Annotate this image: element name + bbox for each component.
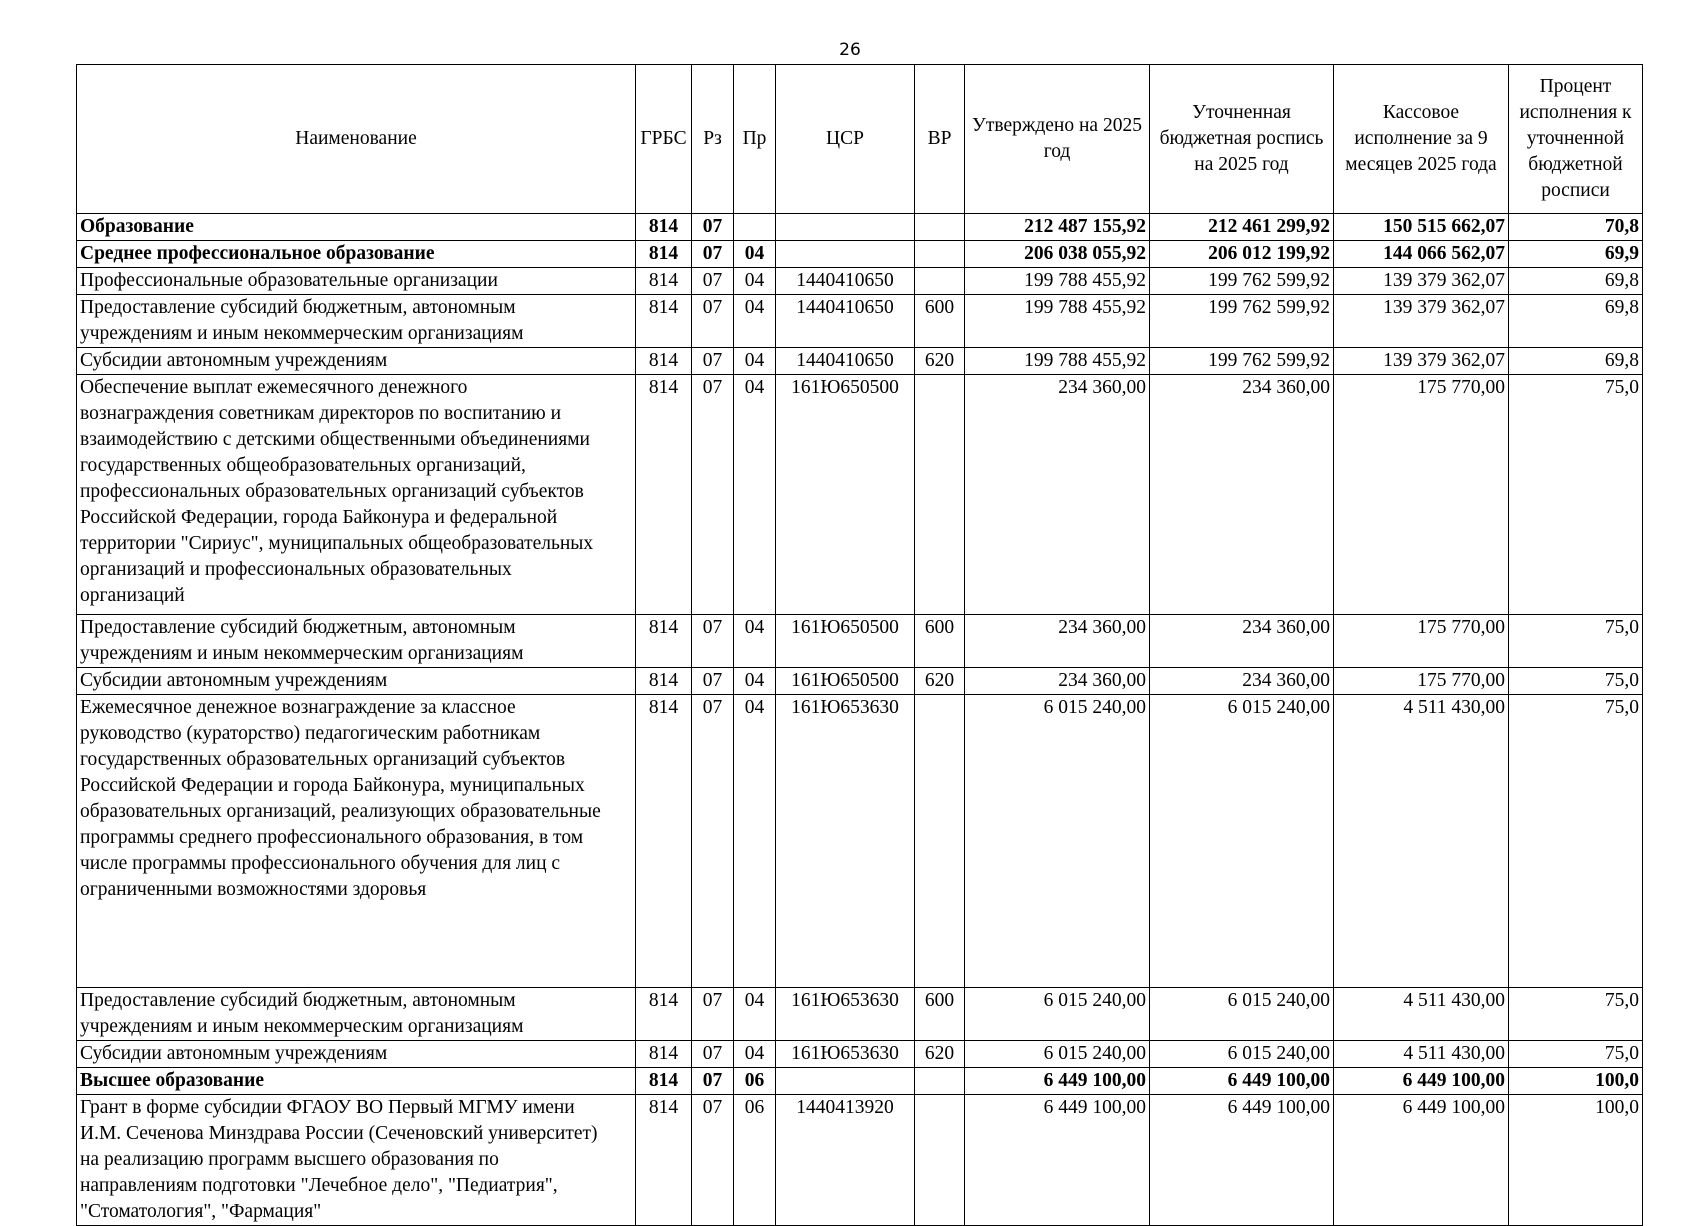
- row-name: Профессиональные образовательные организации: [77, 268, 636, 295]
- row-approved: 6 449 100,00: [965, 1068, 1150, 1095]
- row-refined: 234 360,00: [1150, 615, 1334, 668]
- row-grbs: 814: [636, 615, 692, 668]
- row-approved: 206 038 055,92: [965, 241, 1150, 268]
- row-refined: 212 461 299,92: [1150, 214, 1334, 241]
- row-percent: 69,8: [1509, 348, 1643, 375]
- row-approved: 199 788 455,92: [965, 348, 1150, 375]
- row-name: Предоставление субсидий бюджетным, автономным учреждениям и иным некоммерческим организациям: [77, 988, 636, 1041]
- row-cash: 144 066 562,07: [1334, 241, 1509, 268]
- row-name: Грант в форме субсидии ФГАОУ ВО Первый МГМУ имени И.М. Сеченова Минздрава России (Сеченовский университет) на реализацию программ высшего образования по направлениям подготовки "Лечебное дело", "Педиатрия", "Стоматология", "Фармация": [77, 1095, 636, 1226]
- header-rz: Рз: [692, 65, 734, 214]
- table-row: [77, 615, 1643, 668]
- row-refined: 6 015 240,00: [1150, 1041, 1334, 1068]
- row-grbs: 814: [636, 1041, 692, 1068]
- row-csr: 161Ю650500: [776, 668, 915, 695]
- header-approved: Утверждено на 2025 год: [965, 65, 1150, 214]
- row-pr: 04: [734, 695, 776, 988]
- row-percent: 75,0: [1509, 1041, 1643, 1068]
- row-name: Среднее профессиональное образование: [77, 241, 636, 268]
- row-cash: 175 770,00: [1334, 375, 1509, 615]
- header-row: [77, 65, 1643, 214]
- header-pr: Пр: [734, 65, 776, 214]
- row-percent: 75,0: [1509, 375, 1643, 615]
- row-cash: 6 449 100,00: [1334, 1095, 1509, 1226]
- row-csr: [776, 214, 915, 241]
- row-rz: 07: [692, 1041, 734, 1068]
- table-row: [77, 268, 1643, 295]
- row-cash: 4 511 430,00: [1334, 988, 1509, 1041]
- row-name: Предоставление субсидий бюджетным, автономным учреждениям и иным некоммерческим организациям: [77, 615, 636, 668]
- row-csr: 1440410650: [776, 348, 915, 375]
- row-name: Обеспечение выплат ежемесячного денежного вознаграждения советникам директоров по воспитанию и взаимодействию с детскими общественными объединениями государственных общеобразовательных организаций, профессиональных образовательных организаций субъектов Российской Федерации, города Байконура и федеральной территории "Сириус", муниципальных общеобразовательных организаций и профессиональных образовательных организаций: [77, 375, 636, 615]
- row-vr: [915, 241, 965, 268]
- row-refined: 6 449 100,00: [1150, 1068, 1334, 1095]
- row-name: Субсидии автономным учреждениям: [77, 1041, 636, 1068]
- row-name: Предоставление субсидий бюджетным, автономным учреждениям и иным некоммерческим организациям: [77, 295, 636, 348]
- row-cash: 6 449 100,00: [1334, 1068, 1509, 1095]
- row-percent: 69,8: [1509, 268, 1643, 295]
- row-vr: [915, 268, 965, 295]
- row-pr: 04: [734, 241, 776, 268]
- table-row: [77, 214, 1643, 241]
- row-vr: [915, 1068, 965, 1095]
- header-vr: ВР: [915, 65, 965, 214]
- row-cash: 150 515 662,07: [1334, 214, 1509, 241]
- row-rz: 07: [692, 615, 734, 668]
- row-pr: 04: [734, 348, 776, 375]
- row-grbs: 814: [636, 988, 692, 1041]
- row-csr: 1440410650: [776, 268, 915, 295]
- table-row: [77, 695, 1643, 988]
- row-vr: 620: [915, 668, 965, 695]
- row-percent: 75,0: [1509, 615, 1643, 668]
- row-refined: 199 762 599,92: [1150, 295, 1334, 348]
- row-percent: 69,9: [1509, 241, 1643, 268]
- row-refined: 6 015 240,00: [1150, 695, 1334, 988]
- row-percent: 100,0: [1509, 1095, 1643, 1226]
- row-rz: 07: [692, 214, 734, 241]
- row-approved: 199 788 455,92: [965, 295, 1150, 348]
- row-rz: 07: [692, 241, 734, 268]
- row-rz: 07: [692, 348, 734, 375]
- row-vr: 620: [915, 1041, 965, 1068]
- row-percent: 75,0: [1509, 988, 1643, 1041]
- row-refined: 6 449 100,00: [1150, 1095, 1334, 1226]
- row-csr: 161Ю653630: [776, 988, 915, 1041]
- row-rz: 07: [692, 668, 734, 695]
- row-grbs: 814: [636, 668, 692, 695]
- row-csr: 161Ю653630: [776, 1041, 915, 1068]
- header-csr: ЦСР: [776, 65, 915, 214]
- row-name: Высшее образование: [77, 1068, 636, 1095]
- row-rz: 07: [692, 988, 734, 1041]
- header-refined: Уточненная бюджетная роспись на 2025 год: [1150, 65, 1334, 214]
- row-grbs: 814: [636, 295, 692, 348]
- row-pr: 06: [734, 1068, 776, 1095]
- row-cash: 4 511 430,00: [1334, 695, 1509, 988]
- row-vr: [915, 214, 965, 241]
- row-refined: 234 360,00: [1150, 375, 1334, 615]
- row-approved: 212 487 155,92: [965, 214, 1150, 241]
- row-pr: 04: [734, 295, 776, 348]
- row-approved: 234 360,00: [965, 375, 1150, 615]
- table-row: [77, 988, 1643, 1041]
- row-grbs: 814: [636, 1095, 692, 1226]
- row-pr: [734, 214, 776, 241]
- row-csr: [776, 1068, 915, 1095]
- row-vr: 600: [915, 615, 965, 668]
- row-approved: 234 360,00: [965, 668, 1150, 695]
- row-refined: 206 012 199,92: [1150, 241, 1334, 268]
- row-cash: 139 379 362,07: [1334, 295, 1509, 348]
- table-row: [77, 1068, 1643, 1095]
- row-approved: 6 015 240,00: [965, 695, 1150, 988]
- row-pr: 04: [734, 1041, 776, 1068]
- row-percent: 100,0: [1509, 1068, 1643, 1095]
- row-cash: 139 379 362,07: [1334, 268, 1509, 295]
- row-cash: 4 511 430,00: [1334, 1041, 1509, 1068]
- row-pr: 04: [734, 615, 776, 668]
- row-percent: 70,8: [1509, 214, 1643, 241]
- row-approved: 199 788 455,92: [965, 268, 1150, 295]
- table-row: [77, 1041, 1643, 1068]
- row-approved: 234 360,00: [965, 615, 1150, 668]
- row-pr: 04: [734, 375, 776, 615]
- row-vr: [915, 1095, 965, 1226]
- row-cash: 175 770,00: [1334, 615, 1509, 668]
- row-pr: 04: [734, 668, 776, 695]
- row-vr: 600: [915, 295, 965, 348]
- row-rz: 07: [692, 1095, 734, 1226]
- row-csr: 161Ю650500: [776, 375, 915, 615]
- header-percent: Процент исполнения к уточненной бюджетной росписи: [1509, 65, 1643, 214]
- page-number: 26: [839, 40, 861, 60]
- row-csr: 161Ю650500: [776, 615, 915, 668]
- row-vr: 620: [915, 348, 965, 375]
- row-name: Субсидии автономным учреждениям: [77, 668, 636, 695]
- row-rz: 07: [692, 1068, 734, 1095]
- row-grbs: 814: [636, 268, 692, 295]
- row-vr: [915, 375, 965, 615]
- row-percent: 75,0: [1509, 695, 1643, 988]
- row-name: Субсидии автономным учреждениям: [77, 348, 636, 375]
- header-name: Наименование: [77, 65, 636, 214]
- row-grbs: 814: [636, 241, 692, 268]
- row-pr: 06: [734, 1095, 776, 1226]
- row-percent: 75,0: [1509, 668, 1643, 695]
- table-row: [77, 241, 1643, 268]
- table-row: [77, 348, 1643, 375]
- row-refined: 199 762 599,92: [1150, 268, 1334, 295]
- table-row: [77, 1095, 1643, 1226]
- row-csr: 1440410650: [776, 295, 915, 348]
- row-grbs: 814: [636, 348, 692, 375]
- table-row: [77, 295, 1643, 348]
- row-grbs: 814: [636, 1068, 692, 1095]
- row-csr: 161Ю653630: [776, 695, 915, 988]
- row-approved: 6 015 240,00: [965, 1041, 1150, 1068]
- row-grbs: 814: [636, 214, 692, 241]
- row-rz: 07: [692, 295, 734, 348]
- row-percent: 69,8: [1509, 295, 1643, 348]
- table-row: [77, 668, 1643, 695]
- row-vr: 600: [915, 988, 965, 1041]
- header-cash: Кассовое исполнение за 9 месяцев 2025 года: [1334, 65, 1509, 214]
- row-rz: 07: [692, 375, 734, 615]
- row-name: Образование: [77, 214, 636, 241]
- row-vr: [915, 695, 965, 988]
- row-approved: 6 449 100,00: [965, 1095, 1150, 1226]
- header-grbs: ГРБС: [636, 65, 692, 214]
- row-refined: 6 015 240,00: [1150, 988, 1334, 1041]
- row-grbs: 814: [636, 695, 692, 988]
- row-rz: 07: [692, 695, 734, 988]
- row-cash: 139 379 362,07: [1334, 348, 1509, 375]
- row-approved: 6 015 240,00: [965, 988, 1150, 1041]
- table-row: [77, 375, 1643, 615]
- row-refined: 234 360,00: [1150, 668, 1334, 695]
- row-cash: 175 770,00: [1334, 668, 1509, 695]
- budget-table: [76, 64, 1643, 1226]
- row-grbs: 814: [636, 375, 692, 615]
- row-refined: 199 762 599,92: [1150, 348, 1334, 375]
- row-rz: 07: [692, 268, 734, 295]
- row-csr: 1440413920: [776, 1095, 915, 1226]
- row-name: Ежемесячное денежное вознаграждение за классное руководство (кураторство) педагогическим работникам государственных образовательных организаций субъектов Российской Федерации и города Байконура, муниципальных образовательных организаций, реализующих образовательные программы среднего профессионального образования, в том числе программы профессионального обучения для лиц с ограниченными возможностями здоровья: [77, 695, 636, 988]
- row-csr: [776, 241, 915, 268]
- row-pr: 04: [734, 268, 776, 295]
- row-pr: 04: [734, 988, 776, 1041]
